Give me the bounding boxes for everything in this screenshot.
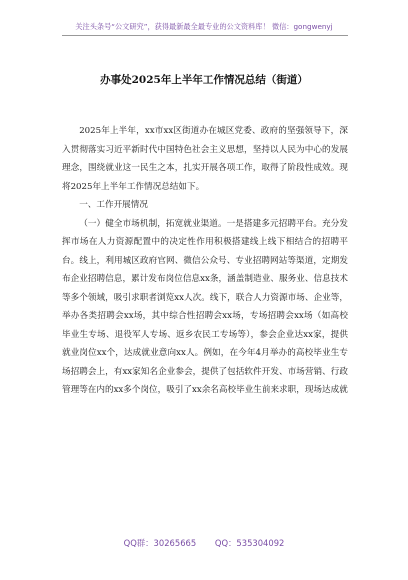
section-heading: 一、工作开展情况 <box>79 200 148 210</box>
footer-qq: QQ：535304092 <box>214 538 285 548</box>
subsection-paragraph: （一）健全市场机制，拓宽就业渠道。一是搭建多元招聘平台。充分发挥市场在人力资源配置中的决定性作用积极搭建线上线下相结合的招聘平台。线上，利用城区政府官网、微信公众号、专业招聘网站等渠道，定期发布企业招聘信息，累计发布岗位信息xx条，涵盖制造业、服务业、信息技术等多个领域，吸引求职者浏览xx人次。线下，联合人力资源市场、企业等，举办各类招聘会xx场，其中综合性招聘会xx场，专场招聘会xx场（如高校毕业生专场、退役军人专场、返乡农民工专场等），参会企业达xx家，提供就业岗位xx个，达成就业意向xx人。例如，在今年4月举办的高校毕业生专场招聘会上，有xx家知名企业参会，提供了包括软件开发、市场营销、行政管理等在内的xx多个岗位，吸引了xx余名高校毕业生前来求职，现场达成就 <box>62 218 348 395</box>
intro-paragraph: 2025年上半年，xx市xx区街道办在城区党委、政府的坚强领导下，深入贯彻落实习近平新时代中国特色社会主义思想，坚持以人民为中心的发展理念，围绕就业这一民生之本，扎实开展各项工作，取得了阶段性成效。现将2025年上半年工作情况总结如下。 <box>62 126 348 192</box>
footer-qq-group: QQ群：30265665 <box>123 538 197 548</box>
header-notice: 关注头条号“公文研究”，获得最新最全最专业的公文资料库！ 微信：gongwenyj <box>75 22 333 31</box>
document-body <box>62 122 348 400</box>
header-divider <box>62 35 348 36</box>
document-title: 办事处2025年上半年工作情况总结（街道） <box>100 74 308 86</box>
footer-contact <box>0 537 408 549</box>
